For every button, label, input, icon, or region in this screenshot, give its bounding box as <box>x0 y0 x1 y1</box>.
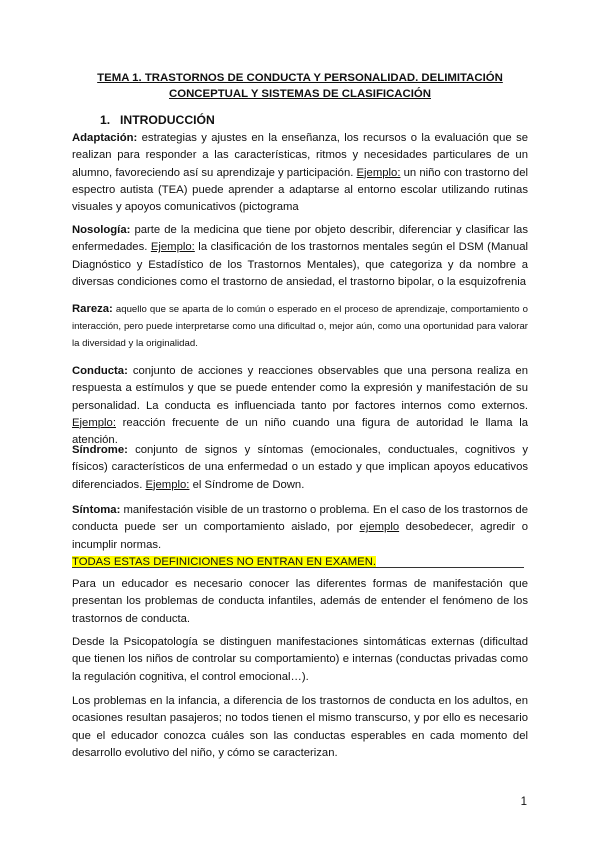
conducta-text: conjunto de acciones y reacciones observables que una persona realiza en respuesta a estímulos y que se puede entender como la expresión y manifestación de su personalidad. La conducta es influenciada tanto por factores internos como externos. <box>72 365 528 412</box>
adaptacion-text: estrategias y ajustes en la enseñanza, los recursos o la evaluación que se realizan para responder a las características, ritmos y necesidades particulares de un alumno, favoreciendo así su aprendizaje y participación. <box>72 132 528 179</box>
definition-conducta <box>72 363 528 449</box>
page-number: 1 <box>520 796 527 808</box>
term-adaptacion: Adaptación: <box>72 132 138 144</box>
sindrome-example-label: Ejemplo: <box>145 478 190 491</box>
term-sindrome: Síndrome: <box>72 444 128 456</box>
term-rareza: Rareza: <box>72 303 113 315</box>
sintoma-example-label: ejemplo <box>359 521 400 534</box>
rareza-text: aquello que se aparta de lo común o esperado en el proceso de aprendizaje, comportamiento o interacción, pero puede interpretarse como una dificultad o, mejor aún, como una oportunidad para valorar la diversidad y la originalidad. <box>72 304 528 349</box>
definition-sintoma <box>72 502 528 571</box>
nosologia-text: parte de la medicina que tiene por objeto describir, diferenciar y clasificar las enfermedades. <box>72 224 528 254</box>
horizontal-divider <box>72 567 524 568</box>
section-title: INTRODUCCIÓN <box>120 113 215 127</box>
nosologia-example-label: Ejemplo: <box>150 241 195 254</box>
nosologia-example-text: la clasificación de los trastornos mentales según el DSM (Manual Diagnóstico y Estadístico de los Trastornos Mentales), que categoriza y da nombre a diversas condiciones como el trastorno de ansiedad, el trastorno bipolar, o la esquizofrenia <box>72 241 528 288</box>
document-title <box>72 70 528 102</box>
sintoma-text-after: desobedecer, agredir o incumplir normas. <box>72 521 528 551</box>
sintoma-text-before: manifestación visible de un trastorno o problema. En el caso de los trastornos de conducta puede ser un comportamiento aislado, por <box>72 504 528 534</box>
section-number: 1. <box>100 113 111 127</box>
conducta-example-text: reacción frecuente de un niño cuando una figura de autoridad le llama la atención. <box>72 416 528 447</box>
adaptacion-example-text: un niño con trastorno del espectro autista (TEA) puede aprender a adaptarse al entorno escolar utilizando rutinas visuales y apoyos comunicativos (pictograma <box>72 166 528 214</box>
term-conducta: Conducta: <box>72 365 128 377</box>
paragraph-1: Para un educador es necesario conocer las diferentes formas de manifestación que presentan los problemas de conducta infantiles, además de entender el fenómeno de los trastornos de conducta. <box>72 578 528 625</box>
title-line-2: CONCEPTUAL Y SISTEMAS DE CLASIFICACIÓN <box>168 88 431 100</box>
exam-note-highlight: TODAS ESTAS DEFINICIONES NO ENTRAN EN EXAMEN. <box>72 555 377 568</box>
term-sintoma: Síntoma: <box>72 504 121 516</box>
definition-adaptacion <box>72 130 528 216</box>
adaptacion-example-label: Ejemplo: <box>356 166 401 179</box>
sindrome-example-text: el Síndrome de Down. <box>189 478 305 491</box>
title-line-1: TEMA 1. TRASTORNOS DE CONDUCTA Y PERSONALIDAD. DELIMITACIÓN <box>97 72 503 84</box>
paragraph-2: Desde la Psicopatología se distinguen manifestaciones sintomáticas externas (dificultad que tienen los niños de controlar su comportamiento) e internas (conductas privadas como la regulación cognitiva, el control emocional…). <box>72 636 528 683</box>
definition-nosologia <box>72 222 528 291</box>
sindrome-text: conjunto de signos y síntomas (emocionales, conductuales, cognitivos y físicos) característicos de una enfermedad o un estado y que implican apoyos educativos diferenciados. <box>72 444 528 491</box>
conducta-example-label: Ejemplo: <box>72 416 116 429</box>
term-nosologia: Nosología: <box>72 224 131 236</box>
definition-rareza <box>72 301 528 352</box>
section-heading <box>100 113 215 127</box>
paragraph-3: Los problemas en la infancia, a diferencia de los trastornos de conducta en los adultos, en ocasiones resultan pasajeros; no todos tienen el mismo transcurso, y por ello es necesario que el educador conozca cuáles son las conductas esperables en cada momento del desarrollo evolutivo del niño, y cómo se caracterizan. <box>72 695 528 759</box>
definition-sindrome <box>72 442 528 494</box>
